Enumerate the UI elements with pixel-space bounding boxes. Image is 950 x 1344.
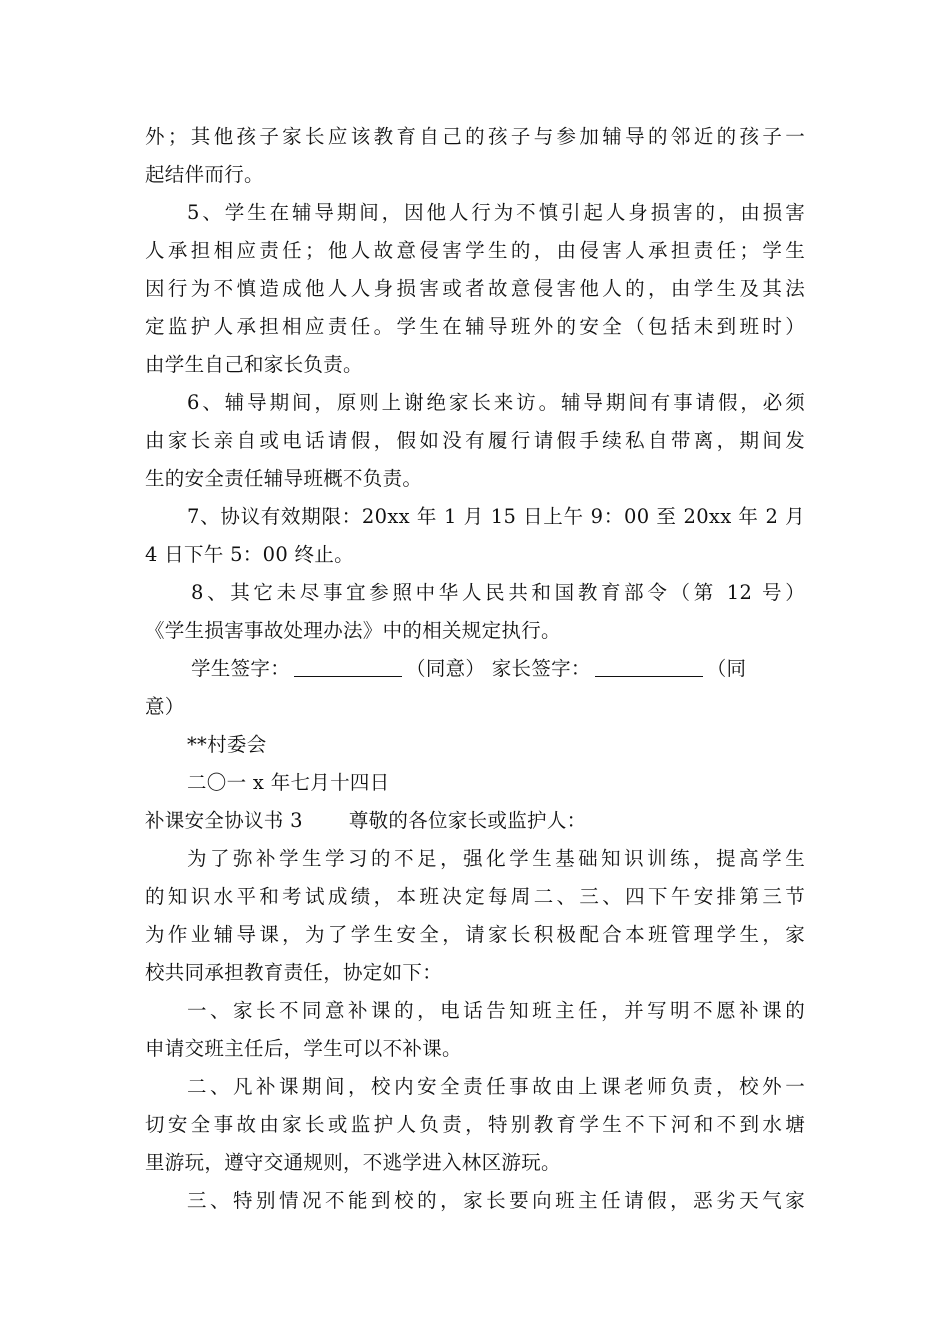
document-date: 二〇一 x 年七月十四日 <box>187 771 390 794</box>
salutation: 尊敬的各位家长或监护人： <box>348 809 587 832</box>
paragraph-line: 起结伴而行。 <box>145 163 264 186</box>
paragraph-line: 6、辅导期间，原则上谢绝家长来访。辅导期间有事请假，必须 <box>187 391 805 414</box>
paragraph-line: 一、家长不同意补课的，电话告知班主任，并写明不愿补课的 <box>187 999 805 1022</box>
paragraph-line: 因行为不慎造成他人人身损害或者故意侵害他人的，由学生及其法 <box>145 277 805 300</box>
paragraph-line: 为作业辅导课，为了学生安全，请家长积极配合本班管理学生，家 <box>145 923 805 946</box>
paragraph-line: 生的安全责任辅导班概不负责。 <box>145 467 423 490</box>
student-agree-text: （同意） <box>406 657 486 680</box>
parent-signature-blank <box>595 652 703 677</box>
paragraph-line: 由家长亲自或电话请假，假如没有履行请假手续私自带离，期间发 <box>145 429 805 452</box>
paragraph-line: 5、学生在辅导期间，因他人行为不慎引起人身损害的，由损害 <box>187 201 805 224</box>
paragraph-line: 三、特别情况不能到校的，家长要向班主任请假，恶劣天气家 <box>187 1189 805 1212</box>
student-signature-blank <box>294 652 402 677</box>
paragraph-line: 定监护人承担相应责任。学生在辅导班外的安全（包括未到班时） <box>145 315 805 338</box>
paragraph-line: 由学生自己和家长负责。 <box>145 353 363 376</box>
paragraph-line: 4 日下午 5：00 终止。 <box>145 543 354 566</box>
paragraph-line: 里游玩，遵守交通规则，不逃学进入林区游玩。 <box>145 1151 561 1174</box>
paragraph-line: 申请交班主任后，学生可以不补课。 <box>145 1037 462 1060</box>
organization-name: **村委会 <box>187 733 267 756</box>
paragraph-line: 校共同承担教育责任，协定如下： <box>145 961 443 984</box>
student-signature-label: 学生签字： <box>191 657 291 680</box>
paragraph-line: 外；其他孩子家长应该教育自己的孩子与参加辅导的邻近的孩子一 <box>145 125 805 148</box>
paragraph-line: 二、凡补课期间，校内安全责任事故由上课老师负责，校外一 <box>187 1075 805 1098</box>
signature-line <box>145 650 805 688</box>
paragraph-line: 切安全事故由家长或监护人负责，特别教育学生不下河和不到水塘 <box>145 1113 805 1136</box>
document-page <box>145 118 805 1220</box>
paragraph-line: 《学生损害事故处理办法》中的相关规定执行。 <box>145 619 561 642</box>
paragraph-line: 8、其它未尽事宜参照中华人民共和国教育部令（第 12 号） <box>191 581 805 604</box>
paragraph-line: 为了弥补学生学习的不足，强化学生基础知识训练，提高学生 <box>187 847 805 870</box>
section-header-line <box>145 802 805 840</box>
parent-agree-text: （同 <box>706 657 747 680</box>
paragraph-line: 7、协议有效期限：20xx 年 1 月 15 日上午 9：00 至 20xx 年 2 月 <box>187 505 805 528</box>
signature-line-tail: 意） <box>145 695 185 718</box>
paragraph-line: 人承担相应责任；他人故意侵害学生的，由侵害人承担责任；学生 <box>145 239 805 262</box>
parent-signature-label: 家长签字： <box>491 657 591 680</box>
paragraph-line: 的知识水平和考试成绩，本班决定每周二、三、四下午安排第三节 <box>145 885 805 908</box>
section-title: 补课安全协议书 3 <box>145 809 303 832</box>
